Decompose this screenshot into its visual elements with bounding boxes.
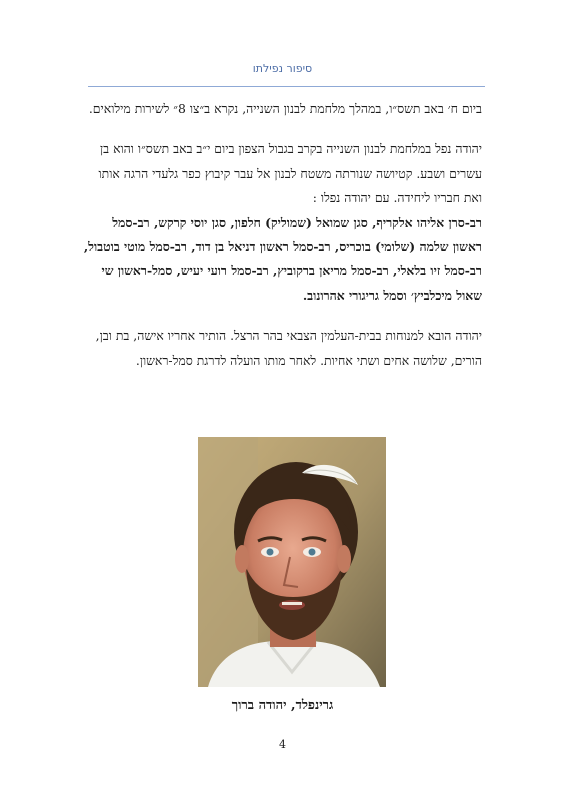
paragraph-burial: יהודה הובא למנוחות בבית-העלמין הצבאי בהר הרצל. הותיר אחריו אישה, בת ובן, הורים, שלושה אחים ושתי אחיות. לאחר מותו הועלה לדרגת סמל-ראשון. bbox=[95, 328, 482, 368]
page-number: 4 bbox=[279, 738, 286, 751]
paragraph-fall-story: יהודה נפל במלחמת לבנון השנייה בקרב בגבול הצפון ביום י״ב באב תשס״ו והוא בן עשרים ושבע. קטיושה שנורתה משטח לבנון אל עבר קיבוץ כפר גלעדי הרגה אותו ואת חבריו ליחידה. עם יהודה נפלו : bbox=[98, 141, 482, 206]
page-body bbox=[82, 97, 482, 389]
photo-caption: גרינפלד, יהודה ברוך bbox=[231, 698, 334, 713]
header-divider bbox=[88, 86, 485, 87]
paragraph-reserve-call: ביום ח׳ באב תשס״ו, במהלך מלחמת לבנון השנייה, נקרא ב״צו 8״ לשירות מילואים. bbox=[88, 101, 482, 116]
running-header: סיפור נפילתו bbox=[252, 62, 313, 75]
portrait-photo bbox=[198, 437, 386, 687]
fallen-names-list: רב-סרן אליהו אלקריף, סגן שמואל (שמוליק) חלפון, סגן יוסי קרקש, רב-סמל ראשון שלמה (שלומי) בוכריס, רב-סמל ראשון דניאל בן דוד, רב-סמל מוטי בוטבול, רב-סמל זיו בלאלי, רב-סמל מריאן ברקוביץ, רב-סמל רועי יעיש, סמל-ראשון שי שאול מיכלביץ׳ וסמל גריגורי אהרונוב. bbox=[83, 214, 482, 303]
